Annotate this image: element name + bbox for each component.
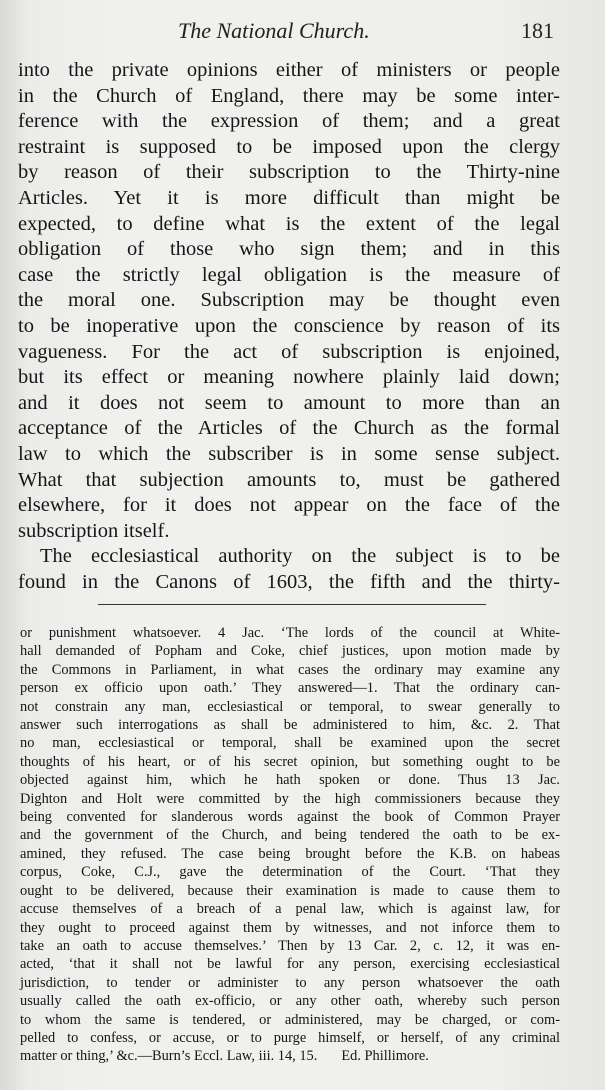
footnote-line: the Commons in Parliament, in what cases the ordinary may examine any: [20, 661, 560, 678]
paragraph: [18, 544, 560, 595]
footnote-line: Dighton and Holt were committed by the high commissioners because they: [20, 790, 560, 807]
text-line: case the strictly legal obligation is the measure of: [18, 263, 560, 286]
text-line: the moral one. Subscription may be thought even: [18, 289, 560, 312]
text-line: but its effect or meaning nowhere plainly laid down;: [18, 366, 560, 389]
text-line: What that subjection amounts to, must be gathered: [18, 468, 560, 491]
running-head: [0, 14, 605, 48]
footnote-line: or punishment whatsoever. 4 Jac. ‘The lords of the council at White-: [20, 625, 560, 641]
page-number: 181: [521, 18, 554, 43]
footnote-line: hall demanded of Popham and Coke, chief justices, upon motion made by: [20, 643, 560, 660]
paragraph: [18, 58, 560, 544]
text-line: into the private opinions either of ministers or people: [18, 59, 560, 81]
footnote-editor: Ed. Phillimore.: [341, 1048, 429, 1065]
footnote-line: ought to be delivered, because their examination is made to cause them to: [20, 882, 560, 899]
text-line: law to which the subscriber is in some sense subject.: [18, 442, 560, 465]
text-line: vagueness. For the act of subscription is enjoined,: [18, 340, 560, 363]
text-line: and it does not seem to amount to more than an: [18, 391, 560, 414]
footnote-line: answer such interrogations as shall be administered to him, &c. 2. That: [20, 717, 560, 734]
text-line: subscription itself.: [18, 519, 170, 542]
footnote-line: thoughts of his heart, or of his secret opinion, but something ought to be: [20, 753, 560, 770]
footnote-last-line: [20, 1047, 560, 1065]
footnote-line: acted, ‘that it shall not be lawful for any person, exercising ecclesiastical: [20, 956, 560, 973]
text-line: to be inoperative upon the conscience by reason of its: [18, 314, 560, 337]
footnote-line: amined, they refused. The case being brought before the K.B. on habeas: [20, 845, 560, 862]
text-line: Articles. Yet it is more difficult than might be: [18, 186, 560, 209]
footnote-line: to whom the same is tendered, or administered, may be charged, or com-: [20, 1011, 560, 1028]
running-title: The National Church.: [178, 18, 370, 43]
footnote-line: jurisdiction, to tender or administer to any person whatsoever the oath: [20, 974, 560, 991]
text-line: found in the Canons of 1603, the fifth and the thirty-: [18, 570, 560, 593]
footnote-line: and the government of the Church, and being tendered the oath to be ex-: [20, 827, 560, 844]
footnote-line: no man, ecclesiastical or temporal, shall be examined upon the secret: [20, 735, 560, 752]
footnote-line: objected against him, which he hath spoken or done. Thus 13 Jac.: [20, 772, 560, 789]
footnote: [20, 624, 560, 1066]
text-line: elsewhere, for it does not appear on the face of the: [18, 494, 560, 517]
footnote-line: they ought to proceed against them by witnesses, and not inforce them to: [20, 919, 560, 936]
body-text: [18, 58, 560, 595]
text-line: The ecclesiastical authority on the subject is to be: [40, 545, 560, 568]
footnote-line: not constrain any man, ecclesiastical or temporal, to swear generally to: [20, 698, 560, 715]
text-line: in the Church of England, there may be some inter-: [18, 84, 560, 107]
text-line: restraint is supposed to be imposed upon the clergy: [18, 135, 560, 158]
footnote-line: corpus, Coke, C.J., gave the determination of the Court. ‘That they: [20, 864, 560, 881]
text-line: obligation of those who sign them; and in this: [18, 238, 560, 261]
text-line: by reason of their subscription to the Thirty-nine: [18, 161, 560, 184]
footnote-line: usually called the oath ex-officio, or any other oath, whereby such person: [20, 993, 560, 1010]
footnote-line: take an oath to accuse themselves.’ Then by 13 Car. 2, c. 12, it was en-: [20, 937, 560, 954]
footnote-line: accuse themselves of a breach of a penal law, which is against law, for: [20, 901, 560, 918]
text-line: acceptance of the Articles of the Church as the formal: [18, 417, 560, 440]
footnote-line: person ex officio upon oath.’ They answered—1. That the ordinary can-: [20, 680, 560, 697]
footnote-line: being convented for slanderous words against the book of Common Prayer: [20, 809, 560, 826]
text-line: expected, to define what is the extent of the legal: [18, 212, 560, 235]
footnote-citation: matter or thing,’ &c.—Burn’s Eccl. Law, iii. 14, 15.: [20, 1048, 318, 1065]
text-line: ference with the expression of them; and a great: [18, 110, 560, 133]
footnote-rule: [98, 604, 486, 605]
footnote-line: pelled to confess, or accuse, or to purge himself, or herself, of any criminal: [20, 1029, 560, 1046]
